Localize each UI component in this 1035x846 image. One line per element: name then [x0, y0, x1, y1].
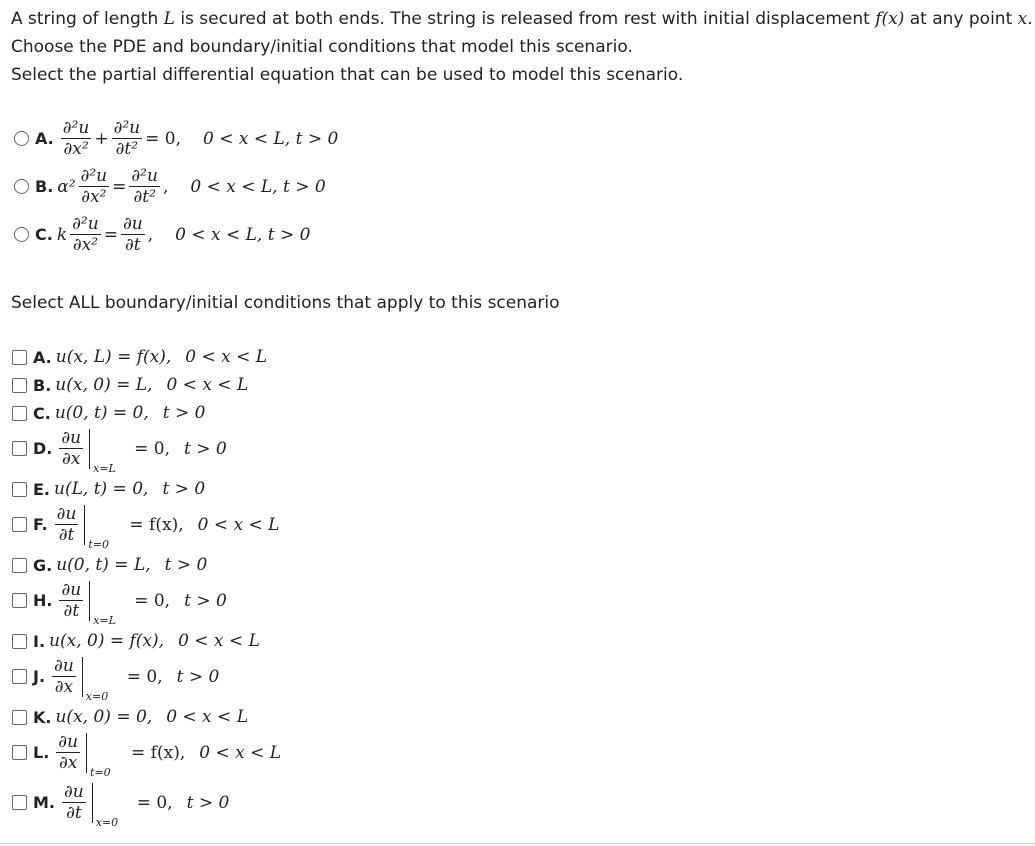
fraction: $\frac{\partial u}{\partial x}$: [58, 732, 79, 773]
fraction: $\frac{\partial u}{\partial x}$: [54, 656, 74, 697]
intro-line-3: Select the partial differential equation that can be used to model this scenario.: [11, 65, 684, 85]
checkbox[interactable]: [12, 517, 27, 532]
condition-d[interactable]: D. $\frac{\partial u}{\partial x}$ x=L = 0, t > 0: [12, 428, 227, 469]
checkbox[interactable]: [12, 593, 27, 608]
condition-e[interactable]: E. u(L, t) = 0, t > 0: [12, 479, 205, 499]
checkbox[interactable]: [12, 710, 27, 725]
checkbox[interactable]: [12, 406, 27, 421]
condition-f[interactable]: F. $\frac{\partial u}{\partial t}$ t=0 = f(x), 0 < x < L: [12, 504, 279, 545]
pde-option-b[interactable]: B. α² $\frac{\text{∂²u}}{\text{∂x²}}$ = $\frac{\text{∂²u}}{\text{∂t²}}$ , 0 < x < L, t > 0: [14, 166, 326, 207]
condition-c[interactable]: C. u(0, t) = 0, t > 0: [12, 403, 205, 423]
evaluation-bar: x=L: [89, 429, 134, 469]
checkbox[interactable]: [12, 378, 27, 393]
checkbox[interactable]: [12, 350, 27, 365]
checkbox[interactable]: [12, 558, 27, 573]
fraction: $\frac{\text{∂²u}}{\text{∂t²}}$: [131, 166, 158, 207]
evaluation-bar: x=0: [82, 657, 127, 697]
radio-button[interactable]: [14, 131, 29, 146]
checkbox[interactable]: [12, 441, 27, 456]
checkbox[interactable]: [12, 482, 27, 497]
condition-k[interactable]: K. u(x, 0) = 0, 0 < x < L: [12, 707, 248, 727]
evaluation-bar: x=L: [89, 581, 134, 621]
condition-g[interactable]: G. u(0, t) = L, t > 0: [12, 555, 207, 575]
checkbox[interactable]: [12, 669, 27, 684]
condition-j[interactable]: J. $\frac{\partial u}{\partial x}$ x=0 = 0, t > 0: [12, 656, 219, 697]
radio-button[interactable]: [14, 179, 29, 194]
checkbox[interactable]: [12, 795, 27, 810]
pde-option-a[interactable]: A. $\frac{\text{∂²u}}{\text{∂x²}}$ + $\frac{\text{∂²u}}{\text{∂t²}}$ = 0, 0 < x < L, t > 0: [14, 118, 338, 159]
condition-h[interactable]: H. $\frac{\partial u}{\partial t}$ x=L = 0, t > 0: [12, 580, 227, 621]
question-intro: [11, 5, 1033, 89]
condition-a[interactable]: A. u(x, L) = f(x), 0 < x < L: [12, 347, 267, 367]
fraction: $\frac{\text{∂²u}}{\text{∂x²}}$: [80, 166, 108, 207]
evaluation-bar: t=0: [86, 733, 131, 773]
fraction: $\frac{\text{∂²u}}{\text{∂x²}}$: [62, 118, 90, 159]
condition-i[interactable]: I. u(x, 0) = f(x), 0 < x < L: [12, 631, 260, 651]
fraction: $\frac{\text{∂²u}}{\text{∂x²}}$: [72, 214, 99, 255]
fraction: $\frac{\partial u}{\partial t}$: [122, 214, 143, 255]
evaluation-bar: t=0: [84, 505, 129, 545]
fraction: $\frac{\text{∂²u}}{\text{∂t²}}$: [113, 118, 141, 159]
condition-m[interactable]: M. $\frac{\partial u}{\partial t}$ x=0 = 0, t > 0: [12, 782, 229, 823]
fraction: $\frac{\partial u}{\partial x}$: [61, 428, 82, 469]
divider: [0, 843, 1035, 844]
fraction: $\frac{\partial u}{\partial t}$: [64, 782, 84, 823]
pde-option-c[interactable]: C. k $\frac{\text{∂²u}}{\text{∂x²}}$ = $\frac{\partial u}{\partial t}$ , 0 < x < L, t > 0: [14, 214, 310, 255]
checkbox[interactable]: [12, 634, 27, 649]
fraction: $\frac{\partial u}{\partial t}$: [56, 504, 77, 545]
intro-line-2: Choose the PDE and boundary/initial conditions that model this scenario.: [11, 37, 633, 57]
radio-button[interactable]: [14, 227, 29, 242]
question-2-prompt: Select ALL boundary/initial conditions that apply to this scenario: [11, 293, 560, 313]
condition-b[interactable]: B. u(x, 0) = L, 0 < x < L: [12, 375, 248, 395]
fraction: $\frac{\partial u}{\partial t}$: [61, 580, 82, 621]
condition-l[interactable]: L. $\frac{\partial u}{\partial x}$ t=0 = f(x), 0 < x < L: [12, 732, 281, 773]
checkbox[interactable]: [12, 745, 27, 760]
evaluation-bar: x=0: [92, 783, 137, 823]
intro-line-1: A string of length L is secured at both ends. The string is released from rest with initial displacement f(x) at any point x.: [11, 9, 1033, 29]
